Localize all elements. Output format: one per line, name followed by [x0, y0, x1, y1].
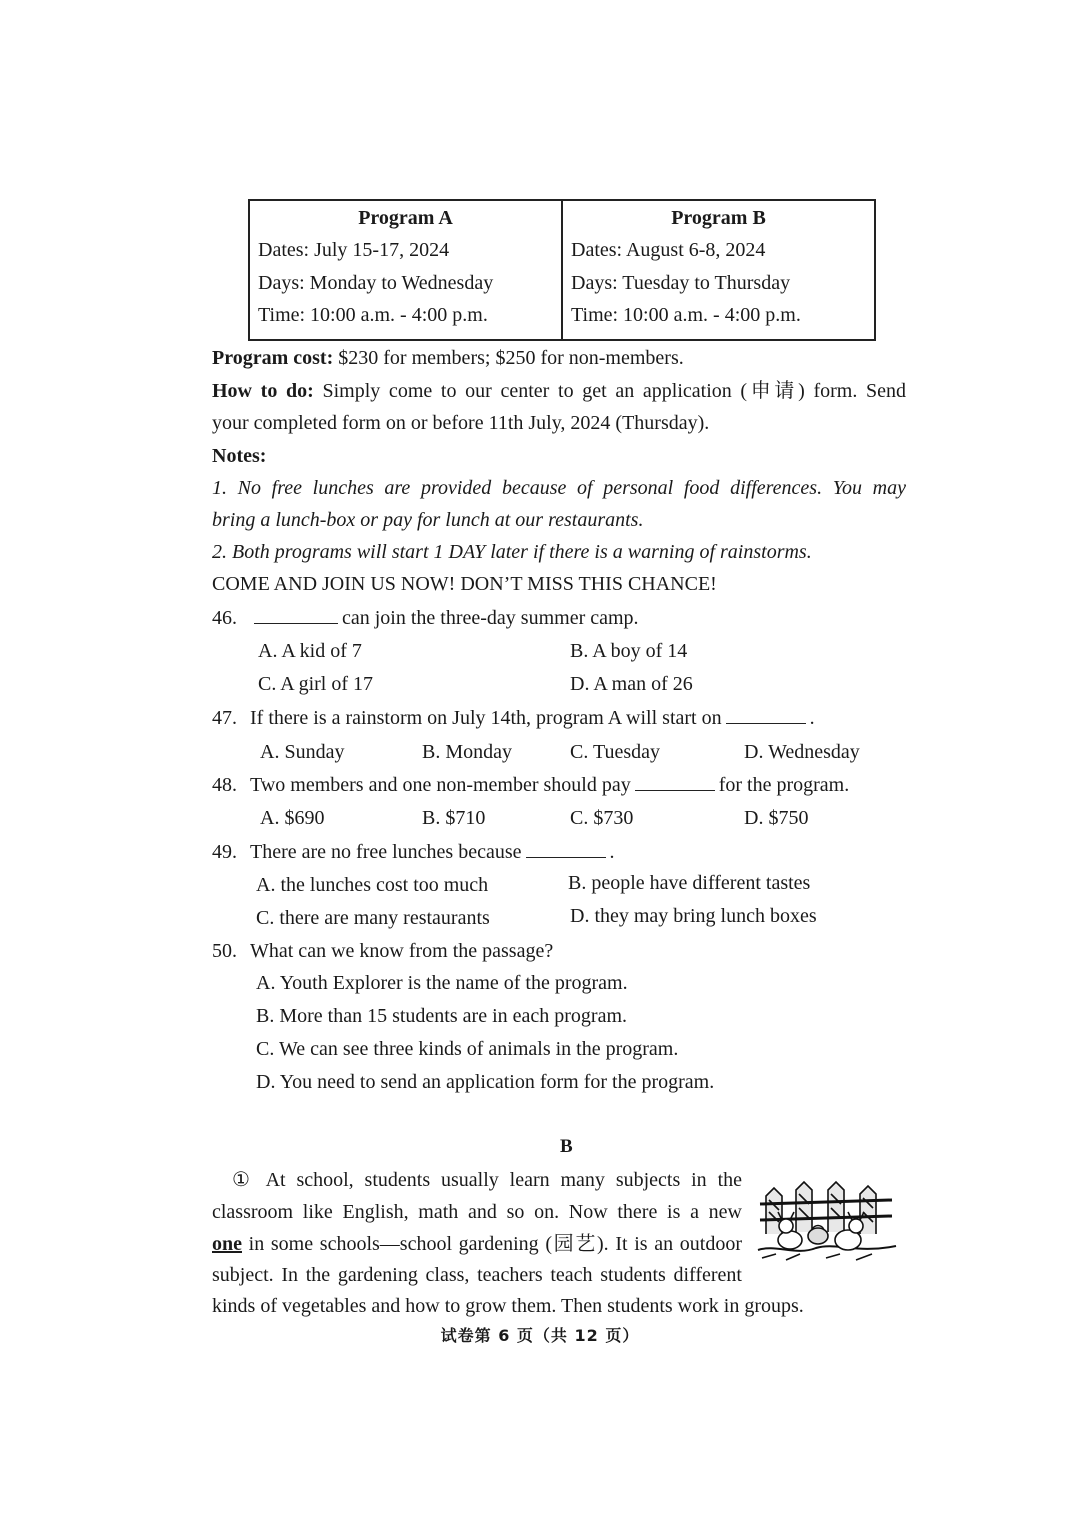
section-b-title: B	[560, 1136, 573, 1157]
question-number: 46.	[212, 607, 237, 629]
notes-label: Notes:	[212, 445, 267, 467]
q47-option-c: C. Tuesday	[570, 741, 661, 763]
q48-option-b: B. $710	[422, 807, 486, 829]
answer-blank	[726, 705, 806, 724]
question-text: can join the three-day summer camp.	[342, 607, 639, 629]
q46-option-d: D. A man of 26	[570, 673, 693, 695]
q50-option-d: D. You need to send an application form for the program.	[256, 1071, 715, 1093]
passage-b-line2: classroom like English, math and so on. Now there is a new	[212, 1201, 742, 1223]
q48-option-c: C. $730	[570, 807, 634, 829]
q47-option-a: A. Sunday	[260, 741, 345, 763]
passage-b-line3-text: in some schools—school gardening (园艺). It is an outdoor	[242, 1233, 742, 1255]
question-47	[212, 702, 815, 734]
question-text-end: .	[809, 707, 815, 729]
passage-b-line1: ① At school, students usually learn many subjects in the	[232, 1169, 742, 1191]
program-b-dates: Dates: August 6-8, 2024	[571, 239, 766, 261]
question-text-end: for the program.	[718, 774, 850, 796]
question-number: 50.	[212, 940, 237, 962]
how-to-text: Simply come to our center to get an application (申请) form. Send	[313, 380, 906, 402]
program-cost	[212, 342, 684, 374]
question-text: Two members and one non-member should pay	[250, 774, 631, 796]
program-table	[248, 199, 876, 341]
q46-option-a: A. A kid of 7	[258, 640, 362, 662]
page-footer: 试卷第 6 页（共 12 页）	[440, 1326, 640, 1345]
q46-option-c: C. A girl of 17	[258, 673, 374, 695]
underlined-word: one	[212, 1233, 242, 1255]
note-1-line1: 1. No free lunches are provided because of personal food differences. You may	[212, 477, 906, 499]
q50-option-c: C. We can see three kinds of animals in the program.	[256, 1038, 679, 1060]
question-text-end: .	[609, 841, 615, 863]
program-a-heading: Program A	[358, 207, 453, 229]
program-b-heading: Program B	[671, 207, 766, 229]
q49-option-a: A. the lunches cost too much	[256, 874, 489, 896]
program-a-days: Days: Monday to Wednesday	[258, 271, 494, 294]
program-cost-text: $230 for members; $250 for non-members.	[333, 347, 684, 369]
q49-option-b: B. people have different tastes	[568, 872, 811, 894]
question-49	[212, 836, 615, 868]
question-text: If there is a rainstorm on July 14th, program A will start on	[250, 707, 722, 729]
program-b-column	[561, 201, 874, 339]
question-number: 48.	[212, 774, 237, 796]
q48-option-d: D. $750	[744, 807, 809, 829]
note-1-line2: bring a lunch-box or pay for lunch at our restaurants.	[212, 509, 644, 531]
program-b-days: Days: Tuesday to Thursday	[571, 271, 791, 294]
call-to-action: COME AND JOIN US NOW! DON’T MISS THIS CHANCE!	[212, 573, 717, 595]
question-text: There are no free lunches because	[250, 841, 522, 863]
question-46	[212, 602, 639, 634]
answer-blank	[635, 772, 715, 791]
q49-option-c: C. there are many restaurants	[256, 907, 490, 929]
question-50	[212, 935, 553, 967]
question-number: 47.	[212, 707, 237, 729]
q49-option-d: D. they may bring lunch boxes	[570, 905, 817, 927]
how-to-label: How to do:	[212, 380, 314, 402]
how-to-line2: your completed form on or before 11th July, 2024 (Thursday).	[212, 412, 710, 434]
question-text: What can we know from the passage?	[250, 940, 554, 962]
question-number: 49.	[212, 841, 237, 863]
note-2: 2. Both programs will start 1 DAY later if there is a warning of rainstorms.	[212, 541, 812, 563]
program-a-column	[250, 201, 561, 339]
answer-blank	[526, 839, 606, 858]
answer-blank	[254, 605, 338, 624]
how-to-line1	[212, 375, 906, 407]
program-cost-label: Program cost:	[212, 347, 334, 369]
gardening-illustration	[756, 1174, 898, 1264]
program-b-time: Time: 10:00 a.m. - 4:00 p.m.	[571, 304, 801, 326]
q47-option-b: B. Monday	[422, 741, 512, 763]
q50-option-b: B. More than 15 students are in each program.	[256, 1005, 628, 1027]
q46-option-b: B. A boy of 14	[570, 640, 688, 662]
passage-b-line3	[212, 1229, 742, 1260]
question-48	[212, 769, 849, 801]
passage-b-line4: subject. In the gardening class, teachers teach students different	[212, 1264, 742, 1286]
q48-option-a: A. $690	[260, 807, 325, 829]
q50-option-a: A. Youth Explorer is the name of the program.	[256, 972, 628, 994]
program-a-time: Time: 10:00 a.m. - 4:00 p.m.	[258, 304, 488, 326]
passage-b-line5: kinds of vegetables and how to grow them. Then students work in groups.	[212, 1295, 804, 1317]
q47-option-d: D. Wednesday	[744, 741, 860, 763]
program-a-dates: Dates: July 15-17, 2024	[258, 239, 450, 261]
